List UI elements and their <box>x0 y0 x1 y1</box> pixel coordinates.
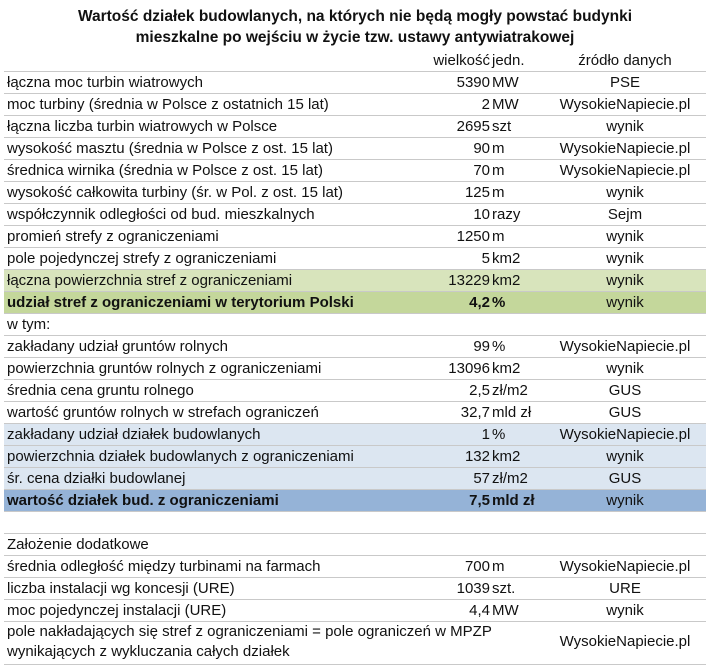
table-row <box>4 94 706 116</box>
row-value: 5 <box>481 250 490 267</box>
table-row-highlight <box>4 468 706 490</box>
row-source: GUS <box>608 404 642 421</box>
table-row <box>4 600 706 622</box>
extra-heading: Założenie dodatkowe <box>7 536 149 553</box>
data-table <box>4 50 706 665</box>
table-row <box>4 138 706 160</box>
row-label: pole nakładających się stref z ograniczeniami = pole ograniczeń w MPZP wynikających z wykluczania całych działek <box>7 623 492 660</box>
table-row <box>4 380 706 402</box>
row-source: WysokieNapiecie.pl <box>559 162 691 179</box>
row-source: wynik <box>606 272 644 289</box>
table-row <box>4 578 706 600</box>
row-unit: MW <box>492 74 519 91</box>
row-unit: szt. <box>492 580 516 597</box>
row-source: wynik <box>606 294 644 311</box>
table-row-highlight <box>4 446 706 468</box>
row-source: WysokieNapiecie.pl <box>559 338 691 355</box>
row-label: liczba instalacji wg koncesji (URE) <box>7 580 235 597</box>
row-label: powierzchnia działek budowlanych z ograniczeniami <box>7 448 354 465</box>
row-value: 125 <box>464 184 490 201</box>
row-unit: km2 <box>492 250 521 267</box>
row-label: promień strefy z ograniczeniami <box>7 228 219 245</box>
table-row <box>4 556 706 578</box>
row-label: wysokość masztu (średnia w Polsce z ost. 15 lat) <box>7 140 333 157</box>
row-unit: zł/m2 <box>492 470 528 487</box>
table-row-subheading <box>4 314 706 336</box>
row-source: WysokieNapiecie.pl <box>559 633 691 650</box>
row-value: 2 <box>481 96 490 113</box>
row-unit: mld zł <box>492 492 535 509</box>
row-label: zakładany udział gruntów rolnych <box>7 338 228 355</box>
row-source: wynik <box>606 492 644 509</box>
row-source: WysokieNapiecie.pl <box>559 140 691 157</box>
row-label: w tym: <box>7 316 51 333</box>
table-title <box>0 0 710 50</box>
row-source: wynik <box>606 448 644 465</box>
spacer-row <box>4 512 706 534</box>
table-row <box>4 116 706 138</box>
row-unit: km2 <box>492 360 521 377</box>
row-source: wynik <box>606 228 644 245</box>
row-label: moc pojedynczej instalacji (URE) <box>7 602 227 619</box>
row-source: wynik <box>606 360 644 377</box>
row-label: współczynnik odległości od bud. mieszkalnych <box>7 206 315 223</box>
title-line-1: Wartość działek budowlanych, na których nie będą mogły powstać budynki <box>77 8 633 25</box>
row-value: 2,5 <box>469 382 490 399</box>
row-label: wartość działek bud. z ograniczeniami <box>7 492 279 509</box>
row-unit: m <box>492 140 505 157</box>
row-value: 90 <box>473 140 490 157</box>
row-source: WysokieNapiecie.pl <box>559 96 691 113</box>
row-value: 70 <box>473 162 490 179</box>
row-unit: szt <box>492 118 512 135</box>
row-source: GUS <box>608 470 642 487</box>
header-value: wielkość <box>433 52 490 69</box>
row-value: 57 <box>473 470 490 487</box>
row-source: wynik <box>606 602 644 619</box>
row-label: średnia odległość między turbinami na farmach <box>7 558 321 575</box>
row-label: średnica wirnika (średnia w Polsce z ost. 15 lat) <box>7 162 323 179</box>
row-value: 4,2 <box>469 294 490 311</box>
row-value: 700 <box>464 558 490 575</box>
table-row <box>4 182 706 204</box>
row-value: 13096 <box>448 360 490 377</box>
row-unit: razy <box>492 206 521 223</box>
row-label: wartość gruntów rolnych w strefach ograniczeń <box>7 404 319 421</box>
row-label: powierzchnia gruntów rolnych z ograniczeniami <box>7 360 322 377</box>
row-value: 13229 <box>448 272 490 289</box>
row-value: 10 <box>473 206 490 223</box>
row-value: 1 <box>481 426 490 443</box>
row-label: łączna liczba turbin wiatrowych w Polsce <box>7 118 278 135</box>
row-source: WysokieNapiecie.pl <box>559 558 691 575</box>
table-row <box>4 248 706 270</box>
row-source: wynik <box>606 250 644 267</box>
row-unit: % <box>492 338 506 355</box>
table-row-summary <box>4 292 706 314</box>
row-unit: % <box>492 294 506 311</box>
table-row <box>4 72 706 94</box>
row-unit: % <box>492 426 506 443</box>
row-label: pole pojedynczej strefy z ograniczeniami <box>7 250 277 267</box>
row-label: udział stref z ograniczeniami w terytorium Polski <box>7 294 354 311</box>
row-value: 7,5 <box>469 492 490 509</box>
row-unit: MW <box>492 602 519 619</box>
row-source: wynik <box>606 184 644 201</box>
table-row-highlight <box>4 424 706 446</box>
row-source: GUS <box>608 382 642 399</box>
row-unit: MW <box>492 96 519 113</box>
title-line-2: mieszkalne po wejściu w życie tzw. ustawy antywiatrakowej <box>135 29 575 46</box>
table-row <box>4 160 706 182</box>
row-label: łączna moc turbin wiatrowych <box>7 74 203 91</box>
row-value: 2695 <box>456 118 490 135</box>
row-unit: m <box>492 162 505 179</box>
table-row <box>4 204 706 226</box>
table-row <box>4 226 706 248</box>
row-value: 4,4 <box>469 602 490 619</box>
row-source: Sejm <box>607 206 643 223</box>
row-source: PSE <box>609 74 640 91</box>
row-source: wynik <box>606 118 644 135</box>
header-unit: jedn. <box>492 52 525 69</box>
row-value: 1250 <box>456 228 490 245</box>
table-row <box>4 358 706 380</box>
row-unit: km2 <box>492 272 521 289</box>
row-value: 1039 <box>456 580 490 597</box>
row-label: zakładany udział działek budowlanych <box>7 426 261 443</box>
table-row <box>4 336 706 358</box>
row-label: średnia cena gruntu rolnego <box>7 382 194 399</box>
row-unit: m <box>492 184 505 201</box>
row-value: 99 <box>473 338 490 355</box>
row-value: 32,7 <box>460 404 490 421</box>
row-label: moc turbiny (średnia w Polsce z ostatnich 15 lat) <box>7 96 329 113</box>
row-label: śr. cena działki budowlanej <box>7 470 186 487</box>
row-label: łączna powierzchnia stref z ograniczeniami <box>7 272 293 289</box>
row-source: URE <box>609 580 641 597</box>
extra-heading-row <box>4 534 706 556</box>
row-value: 5390 <box>456 74 490 91</box>
row-source: WysokieNapiecie.pl <box>559 426 691 443</box>
table-row <box>4 402 706 424</box>
row-unit: m <box>492 228 505 245</box>
table-row-summary <box>4 490 706 512</box>
row-label: wysokość całkowita turbiny (śr. w Pol. z ost. 15 lat) <box>7 184 343 201</box>
table-row <box>4 622 706 665</box>
row-unit: m <box>492 558 505 575</box>
row-unit: zł/m2 <box>492 382 528 399</box>
column-header-row <box>4 50 706 72</box>
header-source: źródło danych <box>578 52 672 69</box>
row-unit: mld zł <box>492 404 532 421</box>
row-value: 132 <box>464 448 490 465</box>
row-unit: km2 <box>492 448 521 465</box>
table-row-highlight <box>4 270 706 292</box>
